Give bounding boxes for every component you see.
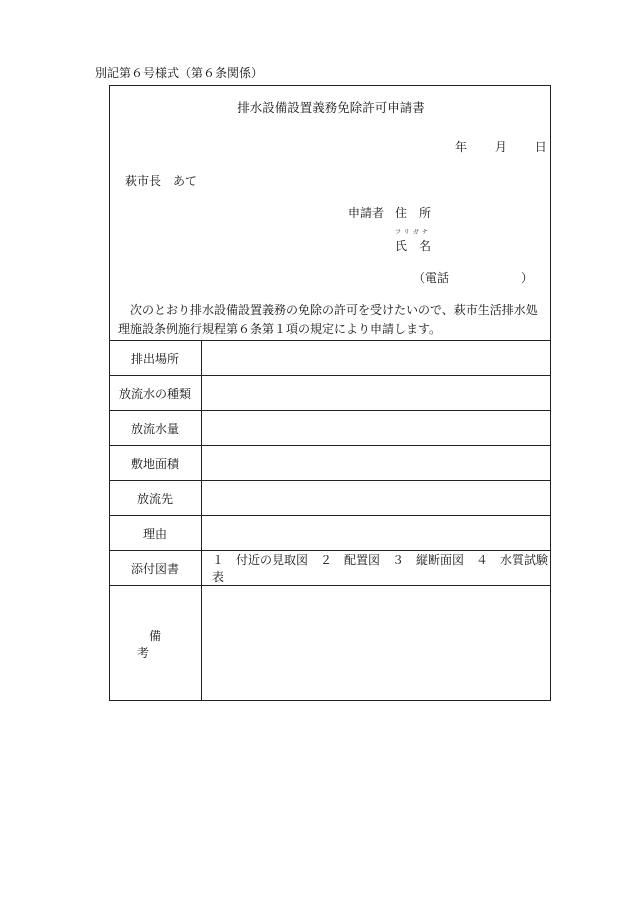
reason-label: 理由 [109, 516, 202, 551]
date-month-label: 月 [494, 140, 507, 154]
phone-label: （電話 [413, 271, 450, 285]
table-row [109, 376, 551, 411]
application-statement: 次のとおり排水設備設置義務の免除の許可を受けたいので、萩市生活排水処理施設条例施行規程第６条第１項の規定により申請します。 [118, 303, 538, 336]
water-type-field[interactable] [202, 376, 552, 411]
attachments-list: １ 付近の見取図 ２ 配置図 ３ 縦断面図 ４ 水質試験表 [202, 551, 552, 586]
applicant-label: 申請者 [348, 206, 385, 220]
date-day-label: 日 [534, 140, 547, 154]
attachments-label: 添付図書 [109, 551, 202, 586]
furigana-label: フリガナ [395, 229, 431, 236]
name-label: 氏 名 [395, 239, 432, 253]
addressee: 萩市長 あて [125, 174, 198, 188]
discharge-destination-field[interactable] [202, 481, 552, 516]
date-year-label: 年 [455, 140, 468, 154]
application-items-table [109, 340, 551, 701]
table-row [109, 516, 551, 551]
remarks-field[interactable] [202, 586, 552, 702]
water-type-label: 放流水の種類 [109, 376, 202, 411]
discharge-location-label: 排出場所 [109, 341, 202, 376]
water-volume-label: 放流水量 [109, 411, 202, 446]
site-area-label: 敷地面積 [109, 446, 202, 481]
remarks-label: 備考 [136, 628, 185, 660]
discharge-location-field[interactable] [202, 341, 552, 376]
reason-field[interactable] [202, 516, 552, 551]
table-row [109, 481, 551, 516]
date-line [455, 138, 547, 155]
table-row [109, 341, 551, 376]
application-form-frame [109, 85, 551, 701]
site-area-field[interactable] [202, 446, 552, 481]
address-label: 住 所 [395, 206, 432, 220]
water-volume-field[interactable] [202, 411, 552, 446]
remarks-label-cell [109, 586, 202, 702]
table-row [109, 411, 551, 446]
form-number-label: 別記第６号様式（第６条関係） [95, 66, 264, 80]
table-row [109, 551, 551, 586]
discharge-destination-label: 放流先 [109, 481, 202, 516]
table-row [109, 446, 551, 481]
table-row [109, 586, 551, 702]
phone-close-paren: ） [521, 271, 534, 285]
form-title: 排水設備設置義務免除許可申請書 [237, 100, 425, 115]
